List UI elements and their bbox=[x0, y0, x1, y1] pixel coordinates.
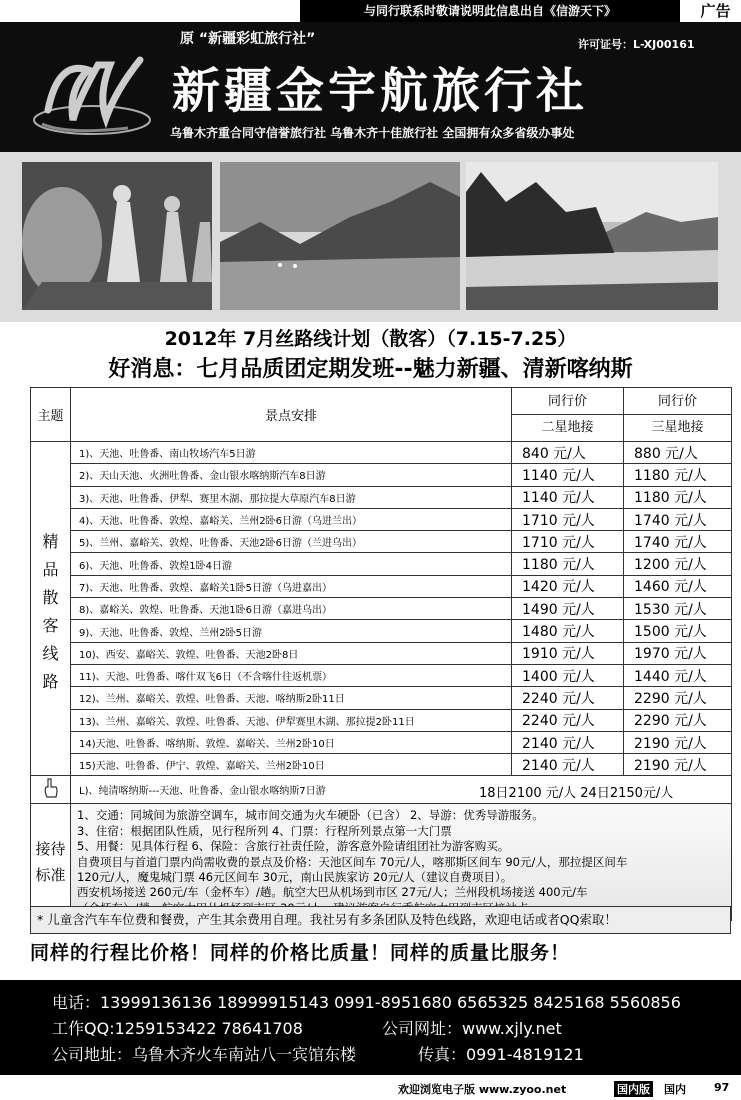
price-two-star: 840 元/人 bbox=[512, 442, 624, 464]
header-topic: 主题 bbox=[31, 388, 71, 442]
route-name: 12)、兰州、嘉峪关、敦煌、吐鲁番、天池、喀纳斯2卧11日 bbox=[71, 687, 512, 709]
agency-logo bbox=[28, 40, 156, 144]
notes-label-line: 标准 bbox=[35, 866, 66, 885]
table-row bbox=[31, 687, 732, 709]
price-three-star: 2190 元/人 bbox=[624, 754, 732, 776]
notes-label-line: 接待 bbox=[35, 840, 66, 859]
price-three-star: 1200 元/人 bbox=[624, 553, 732, 575]
route-name: 6)、天池、吐鲁番、敦煌1卧4日游 bbox=[71, 553, 512, 575]
note-line: 5、用餐：见具体行程 6、保险：含旅行社责任险，游客意外险请组团社为游客购买。 bbox=[77, 839, 510, 854]
price-three-star: 1500 元/人 bbox=[624, 620, 732, 642]
reception-standards bbox=[71, 804, 732, 921]
category-char: 客 bbox=[42, 615, 59, 635]
price-three-star: 880 元/人 bbox=[624, 442, 732, 464]
contact-block bbox=[0, 980, 741, 1075]
price-label: 同行价 bbox=[624, 388, 731, 415]
price-three-star: 1530 元/人 bbox=[624, 598, 732, 620]
category-char: 散 bbox=[42, 587, 59, 607]
page-number: 97 bbox=[714, 1081, 730, 1094]
header-itinerary: 景点安排 bbox=[71, 388, 512, 442]
price-two-star: 1710 元/人 bbox=[512, 531, 624, 553]
price-two-star: 1480 元/人 bbox=[512, 620, 624, 642]
price-three-star: 2190 元/人 bbox=[624, 731, 732, 753]
note-line: 西安机场接送 260元/车（金杯车）/趟。航空大巴从机场到市区 27元/人；兰州段机场接送 400元/车 bbox=[77, 885, 588, 900]
note-line: 3、住宿：根据团队性质，见行程所列 4、门票：行程所列景点第一大门票 bbox=[77, 823, 452, 838]
category-char: 精 bbox=[42, 531, 59, 551]
price-three-star: 1180 元/人 bbox=[624, 464, 732, 486]
price-two-star: 2240 元/人 bbox=[512, 687, 624, 709]
route-name: 1)、天池、吐鲁番、南山牧场汽车5日游 bbox=[71, 442, 512, 464]
table-row bbox=[31, 464, 732, 486]
table-row bbox=[31, 508, 732, 530]
price-two-star: 1490 元/人 bbox=[512, 598, 624, 620]
dancers-photo bbox=[22, 162, 212, 310]
agency-name: 新疆金宇航旅行社 bbox=[172, 63, 589, 119]
table-row bbox=[31, 531, 732, 553]
header-price-two-star bbox=[512, 388, 624, 442]
river-forest-photo bbox=[466, 162, 718, 310]
special-route-text: L)、纯清喀纳斯---天池、吐鲁番、金山银水喀纳斯7日游 bbox=[79, 786, 326, 798]
price-two-star: 1140 元/人 bbox=[512, 486, 624, 508]
route-name: 4)、天池、吐鲁番、敦煌、嘉峪关、兰州2卧6日游（乌进兰出） bbox=[71, 508, 512, 530]
note-line: 120元/人，魔鬼城门票 46元区间车 30元，南山民族家访 20元/人（建议自费项目）。 bbox=[77, 870, 513, 885]
route-name: 15)天池、吐鲁番、伊宁、敦煌、嘉峪关、兰州2卧10日 bbox=[71, 754, 512, 776]
special-route-price: 18日2100 元/人 24日2150元/人 bbox=[479, 786, 674, 802]
price-two-star: 1400 元/人 bbox=[512, 664, 624, 686]
page-footer bbox=[0, 1075, 741, 1100]
price-three-star: 1970 元/人 bbox=[624, 642, 732, 664]
route-name: 2)、天山天池、火洲吐鲁番、金山银水喀纳斯汽车8日游 bbox=[71, 464, 512, 486]
photo-band bbox=[0, 152, 741, 322]
grade-label: 三星地接 bbox=[651, 420, 704, 435]
fax-number: 传真：0991-4819121 bbox=[418, 1045, 584, 1064]
header-price-three-star bbox=[624, 388, 732, 442]
children-note: * 儿童含汽车车位费和餐费，产生其余费用自理。我社另有多条团队及特色线路，欢迎电话或者QQ索取！ bbox=[30, 906, 731, 934]
route-name: 3)、天池、吐鲁番、伊犁、赛里木湖、那拉提大草原汽车8日游 bbox=[71, 486, 512, 508]
grassland-photo bbox=[220, 162, 460, 310]
price-two-star: 1180 元/人 bbox=[512, 553, 624, 575]
price-three-star: 2290 元/人 bbox=[624, 687, 732, 709]
notes-label bbox=[31, 804, 71, 921]
phone-numbers: 电话：13999136136 18999915143 0991-8951680 6565325 8425168 5560856 bbox=[52, 993, 681, 1012]
itinerary-table bbox=[30, 387, 732, 921]
price-three-star: 1740 元/人 bbox=[624, 531, 732, 553]
price-three-star: 1460 元/人 bbox=[624, 575, 732, 597]
route-name: 10)、西安、嘉峪关、敦煌、吐鲁番、天池2卧8日 bbox=[71, 642, 512, 664]
table-row bbox=[31, 642, 732, 664]
table-row bbox=[31, 486, 732, 508]
ad-label: 广告 bbox=[700, 2, 731, 20]
agency-tagline: 乌鲁木齐重合同守信誉旅行社 乌鲁木齐十佳旅行社 全国拥有众多省级办事处 bbox=[170, 126, 575, 140]
table-row bbox=[31, 731, 732, 753]
itinerary-table-wrap bbox=[30, 387, 731, 921]
price-label: 同行价 bbox=[512, 388, 623, 415]
route-name: 9)、天池、吐鲁番、敦煌、兰州2卧5日游 bbox=[71, 620, 512, 642]
route-name: 14)天池、吐鲁番、喀纳斯、敦煌、嘉峪关、兰州2卧10日 bbox=[71, 731, 512, 753]
category-label bbox=[31, 442, 71, 776]
price-three-star: 2290 元/人 bbox=[624, 709, 732, 731]
route-name: 13)、兰州、嘉峪关、敦煌、吐鲁番、天池、伊犁赛里木湖、那拉提2卧11日 bbox=[71, 709, 512, 731]
route-name: 8)、嘉峪关、敦煌、吐鲁番、天池1卧6日游（嘉进乌出） bbox=[71, 598, 512, 620]
price-two-star: 1910 元/人 bbox=[512, 642, 624, 664]
price-two-star: 1420 元/人 bbox=[512, 575, 624, 597]
note-line: 自费项目与首道门票内尚需收费的景点及价格：天池区间车 70元/人，喀那斯区间车 90元/人，那拉提区间车 bbox=[77, 854, 628, 869]
route-name: 5)、兰州、嘉峪关、敦煌、吐鲁番、天池2卧6日游（兰进乌出） bbox=[71, 531, 512, 553]
notes-row bbox=[31, 804, 732, 921]
footer-welcome: 欢迎浏览电子版 www.zyoo.net bbox=[398, 1083, 567, 1096]
former-name: 原 “新疆彩虹旅行社” bbox=[180, 31, 316, 47]
table-row bbox=[31, 754, 732, 776]
company-address: 公司地址：乌鲁木齐火车南站八一宾馆东楼 bbox=[52, 1045, 357, 1064]
top-strip bbox=[0, 0, 741, 22]
route-name: 11)、天池、吐鲁番、喀什双飞6日（不含喀什往返机票） bbox=[71, 664, 512, 686]
agency-header bbox=[0, 22, 741, 152]
price-two-star: 2140 元/人 bbox=[512, 731, 624, 753]
category-char: 路 bbox=[42, 671, 59, 691]
plan-title: 2012年 7月丝路线计划（散客）（7.15-7.25） bbox=[164, 328, 577, 350]
license-number: 许可证号：L-XJ00161 bbox=[578, 38, 695, 51]
work-qq: 工作QQ:1259153422 78641708 bbox=[52, 1019, 303, 1038]
hand-icon bbox=[31, 776, 71, 804]
grade-label: 二星地接 bbox=[541, 420, 594, 435]
category-char: 线 bbox=[42, 643, 59, 663]
source-notice: 与同行联系时敬请说明此信息出自《信游天下》 bbox=[300, 0, 680, 22]
note-line: 1、交通：同城间为旅游空调车，城市间交通为火车硬卧（已含） 2、导游：优秀导游服务。 bbox=[77, 808, 544, 823]
table-row bbox=[31, 598, 732, 620]
section-badge: 国内版 bbox=[614, 1081, 653, 1097]
price-two-star: 1140 元/人 bbox=[512, 464, 624, 486]
category-char: 品 bbox=[42, 559, 59, 579]
table-row bbox=[31, 442, 732, 464]
price-three-star: 1740 元/人 bbox=[624, 508, 732, 530]
price-three-star: 1180 元/人 bbox=[624, 486, 732, 508]
slogan: 同样的行程比价格！同样的价格比质量！同样的质量比服务！ bbox=[30, 942, 571, 964]
special-route bbox=[71, 776, 732, 804]
good-news-headline: 好消息：七月品质团定期发班--魅力新疆、清新喀纳斯 bbox=[108, 357, 633, 382]
table-row bbox=[31, 620, 732, 642]
special-route-row bbox=[31, 776, 732, 804]
price-two-star: 1710 元/人 bbox=[512, 508, 624, 530]
table-header-row bbox=[31, 388, 732, 442]
table-row bbox=[31, 664, 732, 686]
table-row bbox=[31, 709, 732, 731]
table-row bbox=[31, 575, 732, 597]
price-three-star: 1440 元/人 bbox=[624, 664, 732, 686]
website: 公司网址：www.xjly.net bbox=[382, 1019, 562, 1038]
section-name: 国内 bbox=[664, 1083, 686, 1096]
price-two-star: 2140 元/人 bbox=[512, 754, 624, 776]
table-row bbox=[31, 553, 732, 575]
price-two-star: 2240 元/人 bbox=[512, 709, 624, 731]
route-name: 7)、天池、吐鲁番、敦煌、嘉峪关1卧5日游（乌进嘉出） bbox=[71, 575, 512, 597]
